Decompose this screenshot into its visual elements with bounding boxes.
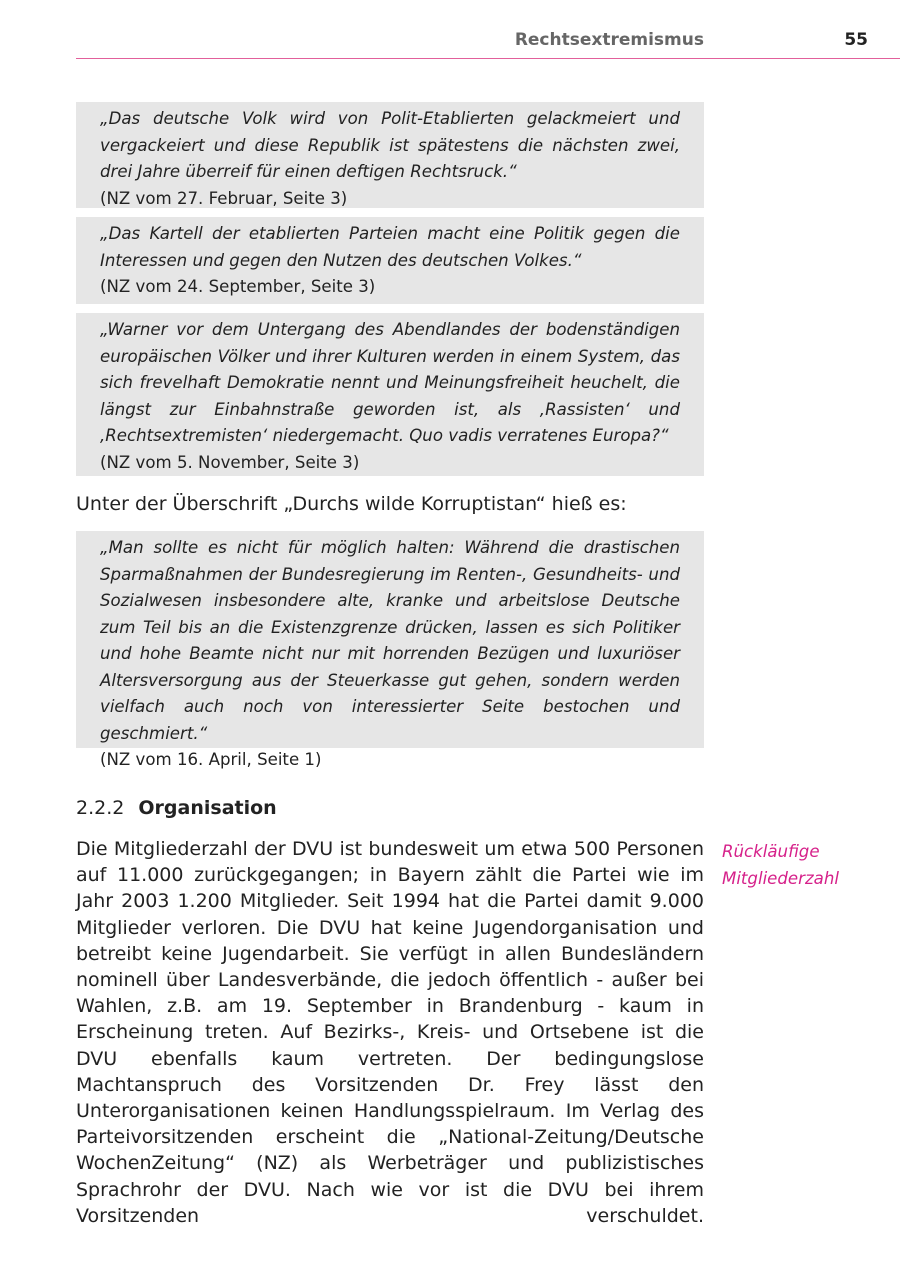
margin-note-line: Rückläufige: [722, 842, 820, 861]
quote-text: „Das deutsche Volk wird von Polit-Etablierten gelackmeiert und vergackeiert und diese Republik ist spätestens die nächsten zwei, drei Jahre überreif für einen deftigen Rechtsruck.“: [100, 109, 680, 181]
body-paragraph: Die Mitgliederzahl der DVU ist bundesweit um etwa 500 Personen auf 11.000 zurückgegangen; in Bayern zählt die Partei wie im Jahr 2003 1.200 Mitglieder. Seit 1994 hat die Partei damit 9.000 Mitglieder verloren. Die DVU hat keine Jugendorganisation und betreibt keine Jugendarbeit. Sie verfügt in allen Bundesländern nominell über Landesverbände, die jedoch öffentlich - außer bei Wahlen, z.B. am 19. September in Brandenburg - kaum in Erscheinung treten. Auf Bezirks-, Kreis- und Ortsebene ist die DVU ebenfalls kaum vertreten. Der bedingungslose Machtanspruch des Vorsitzenden Dr. Frey lässt den Unterorganisationen keinen Handlungsspielraum. Im Verlag des Parteivorsitzenden erscheint die „National-Zeitung/Deutsche WochenZeitung“ (NZ) als Werbeträger und publizistisches Sprachrohr der DVU. Nach wie vor ist die DVU bei ihrem Vorsitzenden verschuldet.: [76, 838, 704, 1227]
quote-source: (NZ vom 27. Februar, Seite 3): [100, 188, 348, 208]
intro-line: Unter der Überschrift „Durchs wilde Korruptistan“ hieß es:: [76, 493, 627, 515]
margin-note: [722, 839, 839, 892]
quote-box: [76, 102, 704, 208]
section-number: 2.2.2: [76, 797, 125, 819]
chapter-title: Rechtsextremismus: [514, 30, 704, 50]
quote-source: (NZ vom 5. November, Seite 3): [100, 452, 360, 472]
quote-box: [76, 313, 704, 476]
running-header: [76, 28, 900, 59]
margin-note-line: Mitgliederzahl: [722, 868, 839, 888]
section-title: Organisation: [138, 797, 277, 819]
section-heading: [76, 797, 277, 819]
quote-source: (NZ vom 24. September, Seite 3): [100, 277, 376, 296]
quote-text: „Warner vor dem Untergang des Abendlandes der bodenständigen europäischen Völker und ihrer Kulturen werden in einem System, das sich frevelhaft Demokratie nennt und Meinungsfreiheit heuchelt, die längst zur Einbahnstraße geworden ist, als ‚Rassisten‘ und ‚Rechtsextremisten‘ niedergemacht. Quo vadis verratenes Europa?“: [100, 320, 680, 445]
quote-text: „Man sollte es nicht für möglich halten: Während die drastischen Sparmaßnahmen der Bundesregierung im Renten-, Gesundheits- und Sozialwesen insbesondere alte, kranke und arbeitslose Deutsche zum Teil bis an die Existenzgrenze drücken, lassen es sich Politiker und hohe Beamte nicht nur mit horrenden Bezügen und luxuriöser Altersversorgung aus der Steuerkasse gut gehen, sondern werden vielfach auch noch von interessierter Seite bestochen und geschmiert.“: [100, 538, 680, 743]
quote-box: [76, 217, 704, 304]
quote-box: [76, 531, 704, 769]
quote-source: (NZ vom 16. April, Seite 1): [100, 750, 322, 769]
page-number: 55: [844, 30, 868, 50]
quote-text: „Das Kartell der etablierten Parteien macht eine Politik gegen die Interessen und gegen den Nutzen des deutschen Volkes.“: [100, 224, 680, 270]
